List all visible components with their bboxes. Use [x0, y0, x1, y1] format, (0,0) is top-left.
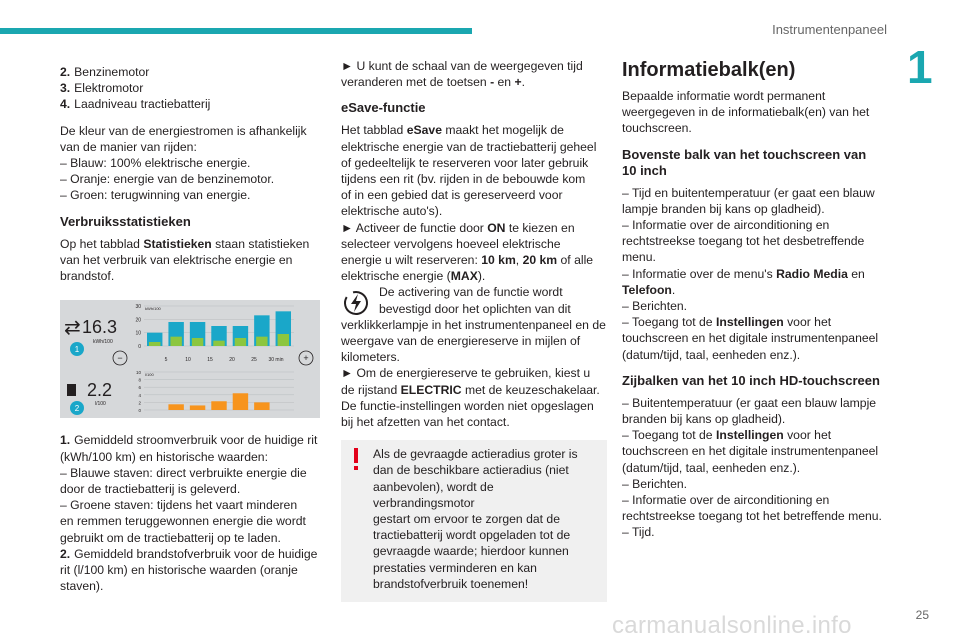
esave-heading: eSave-functie — [341, 100, 426, 116]
list-item: 4. Laadniveau tractiebatterij — [60, 97, 211, 112]
orange-bar — [233, 394, 248, 411]
green-bar — [235, 338, 246, 346]
text-line: Bepaalde informatie wordt permanent — [622, 89, 826, 103]
text-line: De functie-instellingen worden niet opgeslagen — [341, 398, 594, 413]
side-bars-items — [622, 395, 884, 541]
text-line: kilometers. — [341, 350, 400, 365]
x-tick-label: 20 — [229, 357, 235, 364]
bottom-unit: l/100 — [145, 372, 154, 378]
text-line: prestaties verminderen en kan — [373, 560, 537, 575]
text-line: bij het afzetten van het contact. — [341, 415, 510, 430]
chapter-number: 1 — [907, 41, 933, 93]
text-line: gestart om ervoor te zorgen dat de — [373, 512, 560, 527]
text-line: elektrische energie van de tractiebatterij geheel — [341, 139, 597, 154]
fuel-value: 2.2 — [87, 380, 113, 401]
green-bar — [278, 334, 289, 346]
header-accent-bar — [0, 28, 472, 34]
warning-icon — [351, 448, 361, 470]
text-line: menu. — [622, 250, 656, 265]
zoom-out-label: − — [117, 353, 123, 364]
legend-line: gebruikt om de tractiebatterij op te laden. — [60, 530, 281, 545]
x-tick-label: 5 — [164, 357, 168, 364]
legend-1 — [60, 432, 322, 545]
text-line: dan de beschikbare actieradius (niet — [373, 463, 569, 478]
legend-line: en remmen teruggewonnen energie die wordt — [60, 514, 306, 529]
text-line: selecteer vervolgens hoeveel elektrische — [341, 236, 561, 251]
green-bar — [213, 341, 224, 346]
bottom-tick-label: 10 — [135, 370, 141, 376]
green-bar — [170, 337, 181, 346]
text-line: aanbevolen), wordt de verbrandingsmotor — [373, 479, 494, 510]
orange-bar — [190, 406, 205, 411]
orange-bar — [254, 403, 269, 411]
x-tick-label: 15 — [207, 357, 213, 364]
text-line: – Informatie over de airconditioning en — [622, 218, 830, 233]
text-line: veranderen met de toetsen - en +. — [341, 75, 525, 90]
text-line: Bovenste balk van het touchscreen van — [622, 146, 867, 162]
warning-box — [341, 440, 607, 602]
indicator-note — [341, 284, 607, 316]
esave-indicator-icon — [341, 288, 371, 318]
text-line: rechtstreekse toegang tot het desbetreffende — [622, 234, 865, 249]
text-line: De activering van de functie wordt — [379, 285, 563, 300]
text-line: – Oranje: energie van de benzinemotor. — [60, 172, 275, 187]
scale-instruction — [341, 58, 607, 90]
text-line: – Blauw: 100% elektrische energie. — [60, 156, 251, 171]
green-bar — [192, 338, 203, 346]
top-tick-label: 0 — [138, 344, 141, 351]
fuel-pump-icon — [67, 384, 76, 396]
text-line: van de manier van rijden: — [60, 139, 197, 154]
consumption-statistics-figure — [60, 300, 320, 418]
list-item: 2. Benzinemotor — [60, 65, 150, 79]
text-line: Als de gevraagde actieradius groter is — [373, 447, 578, 462]
text-line: energie u wilt reserveren: 10 km, 20 km of alle — [341, 253, 594, 268]
legend-line: rit (l/100 km) en historische waarden (oranje — [60, 563, 298, 578]
elec-value: 16.3 — [82, 317, 118, 338]
esave-description — [341, 122, 607, 284]
info-bar-heading: Informatiebalk(en) — [622, 59, 796, 81]
legend-line: staven). — [60, 579, 104, 594]
bottom-tick-label: 6 — [138, 385, 141, 391]
text-line: brandstof. — [60, 269, 115, 284]
section-title: Instrumentenpaneel — [772, 22, 887, 37]
legend-line: – Groene staven: tijdens het vaart minderen — [60, 498, 298, 513]
column-3 — [622, 58, 884, 551]
watermark: carmanualsonline.info — [612, 612, 852, 639]
text-line: – Tijd. — [622, 525, 655, 540]
text-line: Telefoon. — [622, 282, 676, 297]
bottom-tick-label: 0 — [138, 408, 141, 414]
x-tick-label: 25 — [251, 357, 257, 364]
text-line: of in een gebied dat is gereserveerd voor — [341, 188, 563, 203]
text-line: touchscreen en het digitale instrumentenpaneel — [622, 331, 879, 346]
stats-heading: Verbruiksstatistieken — [60, 213, 191, 229]
text-line: bevestigd door het oplichten van dit — [379, 301, 571, 316]
info-bar-intro — [622, 88, 884, 137]
text-line: ► Om de energiereserve te gebruiken, kiest u — [341, 366, 591, 381]
text-line: – Informatie over de airconditioning en — [622, 493, 830, 508]
top-bar-heading — [622, 147, 884, 179]
zoom-in-label: + — [303, 353, 309, 364]
text-line: ► Activeer de functie door ON te kiezen en — [341, 220, 575, 235]
legend-line: 2. Gemiddeld brandstofverbruik voor de huidige — [60, 546, 318, 561]
text-line: brandstofverbruik toenemen! — [373, 576, 529, 591]
text-line: – Buitentemperatuur (er gaat een blauw lampje — [622, 395, 877, 410]
text-line: – Tijd en buitentemperatuur (er gaat een blauw — [622, 185, 875, 200]
legend-line: door de tractiebatterij is geleverd. — [60, 482, 241, 497]
text-line: (datum/tijd, taal, eenheden enz.). — [622, 347, 801, 362]
text-line: – Toegang tot de Instellingen voor het — [622, 428, 832, 443]
orange-bar — [211, 401, 226, 410]
text-line: elektrische energie (MAX). — [341, 269, 486, 284]
text-line: de rijstand ELECTRIC met de keuzeschakelaar. — [341, 382, 600, 397]
legend-line: – Blauwe staven: direct verbruikte energie die — [60, 465, 307, 480]
text-line: branden bij kans op gladheid). — [622, 412, 786, 427]
callout-1: 1 — [74, 345, 80, 355]
text-line: tractiebatterij wordt opgeladen tot de — [373, 528, 571, 543]
column-2 — [341, 58, 607, 602]
stats-intro: Op het tabblad Statistieken staan statistieken van het verbruik van elektrische energie en brandstof. — [60, 236, 322, 285]
side-bars-heading: Zijbalken van het 10 inch HD-touchscreen — [622, 372, 880, 388]
text-line: tijdens een rit (bv. rijden in de bebouwde kom — [341, 172, 586, 187]
text-line: weergave van de energiereserve in mijlen of — [341, 334, 581, 349]
top-tick-label: 30 — [135, 304, 141, 311]
text-line: gevraagde waarde; hierdoor kunnen — [373, 544, 569, 559]
legend-2 — [60, 546, 322, 595]
legend-line: (kWh/100 km) en historische waarden: — [60, 449, 268, 464]
text-line: – Groen: terugwinning van energie. — [60, 188, 251, 203]
bottom-tick-label: 4 — [138, 393, 141, 399]
column-1 — [60, 64, 322, 604]
top-unit: kWh/100 — [145, 306, 161, 312]
indicator-note-continued — [341, 317, 607, 430]
text-line: (datum/tijd, taal, eenheden enz.). — [622, 460, 801, 475]
bottom-tick-label: 2 — [138, 400, 141, 406]
text-line: van het verbruik van elektrische energie en — [60, 252, 293, 267]
text-line: De kleur van de energiestromen is afhankelijk — [60, 123, 307, 138]
bottom-tick-label: 8 — [138, 377, 141, 383]
color-explanation — [60, 123, 322, 204]
page-number: 25 — [915, 608, 929, 622]
text-line: elektrische auto's). — [341, 204, 443, 219]
list-item: 3. Elektromotor — [60, 81, 144, 96]
callout-2: 2 — [74, 404, 80, 414]
text-line: verklikkerlampje in het instrumentenpaneel en de — [341, 317, 606, 332]
top-bar-items — [622, 185, 884, 363]
green-bar — [149, 342, 160, 346]
top-tick-label: 10 — [135, 330, 141, 337]
legend-line: 1. Gemiddeld stroomverbruik voor de huidige rit — [60, 433, 318, 448]
green-bar — [256, 337, 267, 346]
numbered-list — [60, 64, 322, 113]
text-line: rechtstreekse toegang tot het betreffende menu. — [622, 509, 882, 524]
text-line: – Informatie over de menu's Radio Media en — [622, 266, 865, 281]
fuel-unit: l/100 — [95, 401, 106, 408]
text-line: weergegeven in de informatiebalk(en) van het — [622, 105, 870, 120]
text-line: lampje branden bij kans op gladheid). — [622, 201, 825, 216]
orange-bar — [168, 405, 183, 411]
text-line: – Berichten. — [622, 476, 688, 491]
x-tick-label: 10 — [185, 357, 191, 364]
text-line: – Toegang tot de Instellingen voor het — [622, 315, 832, 330]
text-line: ► U kunt de schaal van de weergegeven tijd — [341, 59, 583, 73]
text-line: touchscreen. — [622, 121, 692, 136]
x-tick-label: 30 min — [268, 357, 284, 364]
text-line: – Berichten. — [622, 299, 688, 314]
elec-unit: kWh/100 — [93, 339, 113, 346]
plug-icon: ⇄ — [64, 317, 81, 340]
top-tick-label: 20 — [135, 317, 141, 324]
text-line: Het tabblad eSave maakt het mogelijk de — [341, 123, 564, 138]
text-line: 10 inch — [622, 162, 667, 178]
text-line: touchscreen en het digitale instrumentenpaneel — [622, 444, 879, 459]
text-line: of gedeeltelijk te reserveren voor later gebruik — [341, 155, 589, 170]
